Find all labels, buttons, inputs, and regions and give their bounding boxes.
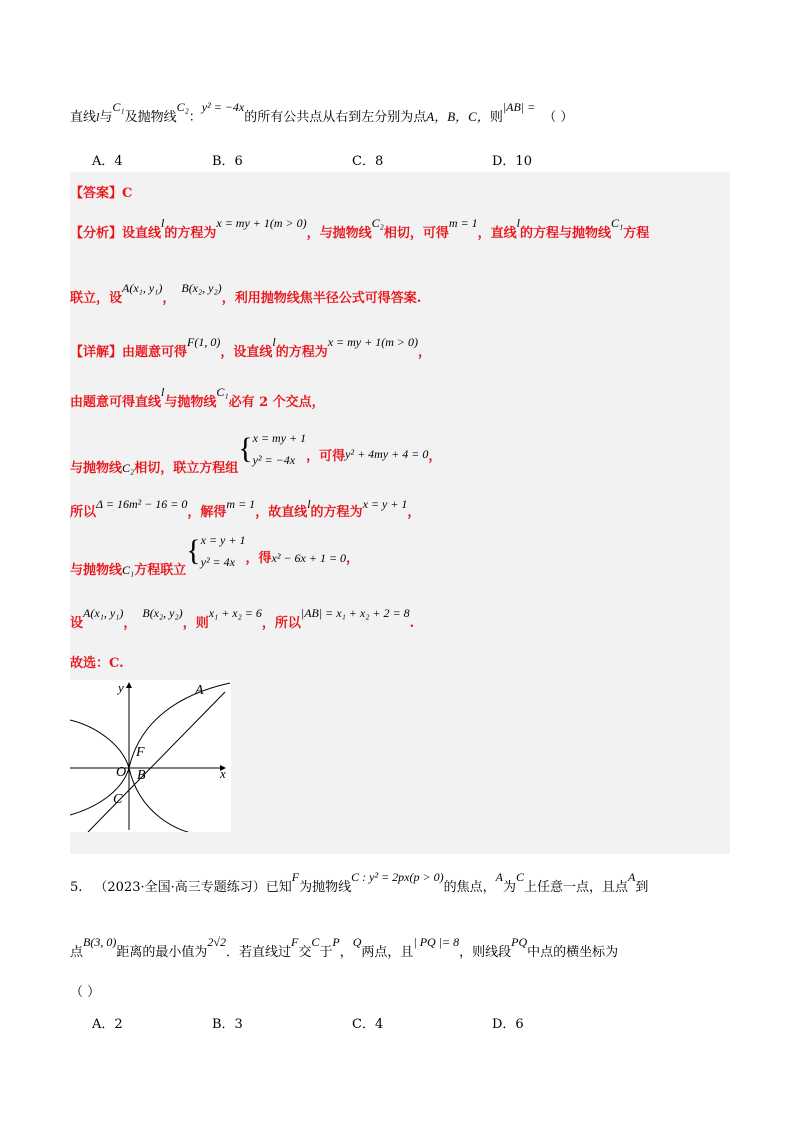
detail-text: 相切，联立方程组 xyxy=(134,461,239,476)
detail-text: 与抛物线 xyxy=(70,563,123,578)
math-points: A，B，C， xyxy=(426,109,490,124)
analysis-text: ，与抛物线 xyxy=(306,226,372,241)
detail-text: 【详解】由题意可得 xyxy=(70,345,188,360)
problem-source: （2023·全国·高三专题练习） xyxy=(94,880,266,895)
math-c1: C₁ xyxy=(122,563,135,577)
math-line-result: x = y + 1 xyxy=(362,497,408,511)
detail-text: ，得 xyxy=(245,551,272,566)
stem-text: 中点的横坐标为 xyxy=(527,945,619,960)
answer-label: 【答案】C xyxy=(70,186,133,201)
detail-text: ， xyxy=(346,551,360,566)
option-b: B．3 xyxy=(212,1017,243,1032)
label-x: x xyxy=(220,766,226,781)
detail-text: 设 xyxy=(70,616,84,631)
analysis-text: 的方程与抛物线 xyxy=(520,226,612,241)
math-point-a: A(x₁, y₁) xyxy=(83,606,124,620)
math-l: l xyxy=(96,110,100,124)
math-c2-equation: y² = −4x xyxy=(201,100,245,114)
math-quadratic-x: x² − 6x + 1 = 0 xyxy=(271,551,347,565)
math-ab-result: |AB| = x₁ + x₂ + 2 = 8 xyxy=(300,606,410,620)
detail-text: 与抛物线 xyxy=(164,395,217,410)
problem-number: 5. xyxy=(70,880,83,895)
stem-text: 直线 xyxy=(70,110,97,125)
label-f: F xyxy=(136,745,145,760)
final-choice: 故选：C. xyxy=(70,656,124,671)
stem-text: 交 xyxy=(298,945,312,960)
analysis-text: ，利用抛物线焦半径公式可得答案. xyxy=(221,291,422,306)
math-a: A xyxy=(627,870,636,884)
detail-text: ，所以 xyxy=(261,616,301,631)
math-l: l xyxy=(516,216,520,230)
stem-text: 则 xyxy=(489,110,503,125)
analysis-text: ，直线 xyxy=(477,226,517,241)
problem4-stem xyxy=(70,100,574,125)
stem-text: 的焦点， xyxy=(443,880,496,895)
system-row: y² = −4x xyxy=(252,452,296,467)
option-c: C．4 xyxy=(352,1017,384,1032)
math-c1: C₁ xyxy=(611,216,624,230)
analysis-line-2 xyxy=(70,281,422,306)
stem-text: ： xyxy=(188,110,202,125)
math-c: C xyxy=(311,935,320,949)
label-y: y xyxy=(118,680,124,695)
math-l: l xyxy=(272,335,276,349)
math-focus: F(1, 0) xyxy=(187,335,221,349)
math-discriminant: Δ = 16m² − 16 = 0 xyxy=(96,497,188,511)
detail-text: ，解得 xyxy=(187,505,227,520)
stem-text: 为抛物线 xyxy=(299,880,352,895)
math-m-equals-1: m = 1 xyxy=(448,216,478,230)
stem-text: 两点，且 xyxy=(361,945,414,960)
brace-icon: { xyxy=(186,534,201,567)
detail-text: ，则 xyxy=(182,616,209,631)
analysis-text: 【分析】设直线 xyxy=(70,226,162,241)
label-c: C xyxy=(113,792,123,807)
analysis-text: 相切，可得 xyxy=(383,226,449,241)
detail-text: 的方程为 xyxy=(275,345,328,360)
detail-line-3 xyxy=(70,426,442,476)
answer-paren: （ ） xyxy=(543,110,574,125)
math-f: F xyxy=(290,935,299,949)
math-p: P xyxy=(332,935,340,949)
detail-text: 的方程为 xyxy=(310,505,363,520)
stem-text: 点 xyxy=(70,945,84,960)
stem-text: 与 xyxy=(99,110,113,125)
math-ab: |AB| = xyxy=(502,100,536,114)
detail-text: 与抛物线 xyxy=(70,461,123,476)
math-pq-length: | PQ |= 8 xyxy=(413,935,460,949)
math-point-b: B(x₂, y₂) xyxy=(181,281,222,295)
problem5-paren: （ ） xyxy=(70,985,101,1000)
stem-text: ．若直线过 xyxy=(225,945,291,960)
detail-text: ，故直线 xyxy=(255,505,308,520)
option-b: B．6 xyxy=(212,154,243,169)
detail-text: ，设直线 xyxy=(220,345,273,360)
math-a: A xyxy=(495,870,503,884)
option-d: D．10 xyxy=(492,154,532,169)
stem-text: 为 xyxy=(502,880,516,895)
parabola-graph xyxy=(70,680,231,832)
analysis-text: 联立，设 xyxy=(70,291,123,306)
equation-system-1 xyxy=(253,427,307,471)
brace-icon: { xyxy=(238,432,253,465)
system-row: x = y + 1 xyxy=(200,532,246,547)
option-d: D．6 xyxy=(492,1017,524,1032)
math-point-b: B(3, 0) xyxy=(83,935,117,949)
math-c: C xyxy=(515,870,524,884)
option-a: A．2 xyxy=(92,1017,123,1032)
detail-line-5 xyxy=(70,528,360,578)
label-b: B xyxy=(137,768,146,783)
detail-text: 所以 xyxy=(70,505,97,520)
math-pq: PQ xyxy=(511,935,528,949)
detail-text: ， xyxy=(407,505,421,520)
stem-text: 于 xyxy=(319,945,333,960)
math-f: F xyxy=(291,870,300,884)
system-row: x = my + 1 xyxy=(252,430,307,445)
analysis-text: 的方程为 xyxy=(164,226,217,241)
problem5-line-1 xyxy=(70,870,649,895)
math-l: l xyxy=(161,385,165,399)
math-quadratic-y: y² + 4my + 4 = 0 xyxy=(345,447,429,461)
stem-text: 的所有公共点从右到左分别为点 xyxy=(244,110,427,125)
analysis-text: 方程 xyxy=(623,226,650,241)
stem-text: 及抛物线 xyxy=(124,110,177,125)
math-l: l xyxy=(161,216,165,230)
analysis-text: ， xyxy=(162,291,176,306)
math-l: l xyxy=(307,497,311,511)
math-point-b: B(x₂, y₂) xyxy=(142,606,183,620)
detail-line-4 xyxy=(70,497,421,520)
equation-system-2 xyxy=(201,529,246,573)
math-min-distance: 2√2 xyxy=(207,935,226,949)
option-a: A．4 xyxy=(92,154,123,169)
math-c2: C₂ xyxy=(122,461,135,475)
math-point-a: A(x₁, y₁) xyxy=(122,281,163,295)
detail-text: . xyxy=(409,616,415,631)
stem-text: 已知 xyxy=(265,880,292,895)
detail-line-2 xyxy=(70,385,325,410)
stem-text: 距离的最小值为 xyxy=(116,945,208,960)
detail-text: ， xyxy=(123,616,137,631)
detail-line-1 xyxy=(70,335,432,360)
math-parabola-c: C : y² = 2px(p > 0) xyxy=(351,870,444,884)
detail-text: 方程联立 xyxy=(134,563,187,578)
detail-text: 由题意可得直线 xyxy=(70,395,162,410)
math-c1: C₁ xyxy=(216,385,229,399)
stem-text: ，则线段 xyxy=(459,945,512,960)
detail-text: 必有 2 个交点， xyxy=(228,395,325,410)
detail-text: ，可得 xyxy=(306,449,346,464)
analysis-line-1 xyxy=(70,216,650,241)
math-c2: C₂ xyxy=(371,216,384,230)
label-a: A xyxy=(195,683,204,698)
option-c: C．8 xyxy=(352,154,384,169)
stem-text: ， xyxy=(339,945,353,960)
detail-text: ， xyxy=(428,449,442,464)
y-axis-arrow-icon xyxy=(126,682,132,688)
math-line-equation: x = my + 1(m > 0) xyxy=(216,216,307,230)
line-l xyxy=(88,692,225,832)
math-c1: C₁ xyxy=(112,100,125,114)
math-m-equals-1: m = 1 xyxy=(226,497,256,511)
stem-text: 上任意一点，且点 xyxy=(523,880,628,895)
problem5-line-2 xyxy=(70,935,619,960)
label-o: O xyxy=(116,765,127,780)
math-line-equation: x = my + 1(m > 0) xyxy=(327,335,418,349)
stem-text: 到 xyxy=(635,880,649,895)
math-c2: C₂ xyxy=(176,100,189,114)
system-row: y² = 4x xyxy=(200,554,235,569)
math-q: Q xyxy=(352,935,362,949)
detail-line-6 xyxy=(70,606,415,631)
math-sum: x₁ + x₂ = 6 xyxy=(208,606,262,620)
detail-text: ， xyxy=(418,345,432,360)
